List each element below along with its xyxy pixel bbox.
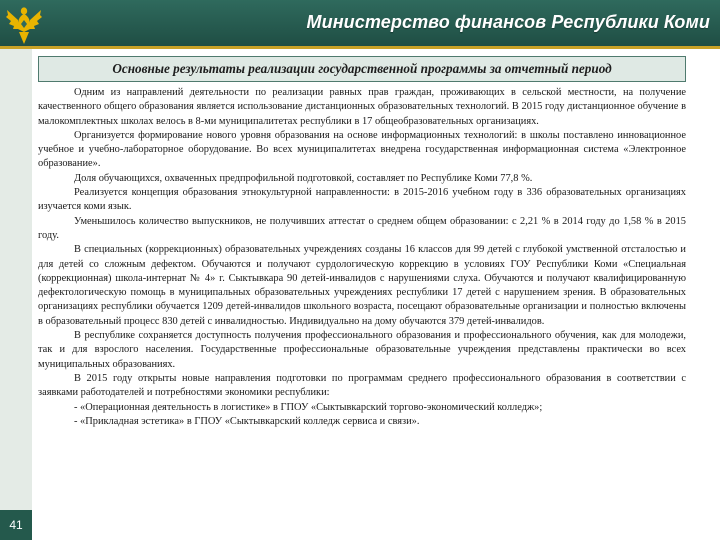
paragraph-vocational-education: В республике сохраняется доступность получения профессионального образования и профессионального обучения, как для молодежи, так и для взрослого населения. Государственные профессиональные образовательные учреждения представлены практически во всех муниципальных образованиях. bbox=[38, 330, 686, 370]
slide-subtitle: Основные результаты реализации государственной программы за отчетный период bbox=[38, 56, 686, 82]
paragraph-distance-learning: Одним из направлений деятельности по реализации равных прав граждан, проживающих в сельской местности, на получение качественного общего образования является использование дистанционных образовательных технологий. В 2015 году дистанционное обучение в малокомплектных школах велось в 8-ми муниципалитетах республики в 17 общеобразовательных организациях. bbox=[38, 87, 686, 127]
slide-body-text bbox=[38, 86, 686, 429]
paragraph-information-technologies: Организуется формирование нового уровня образования на основе информационных технологий: в школы поставлено инновационное учебное и учебно-лабораторное оборудование. Во всех муниципалитетах внедрена государственная информационная система «Электронное образование». bbox=[38, 129, 686, 170]
header-bar bbox=[0, 0, 720, 46]
paragraph-komi-language: Реализуется концепция образования этнокультурной направленности: в 2015-2016 учебном году в 336 образовательных организациях изучается коми язык. bbox=[38, 187, 686, 213]
ministry-title: Министерство финансов Республики Коми bbox=[306, 12, 710, 32]
paragraph-special-education: В специальных (коррекционных) образовательных учреждениях созданы 16 классов для 99 детей с глубокой умственной отсталостью и для детей со сложным дефектом. Обучаются и получают сурдологическую коррекцию в условиях ГОУ Республики Коми «Специальная (коррекционная) школа-интернат № 4» г. Сыктывкара 90 детей-инвалидов с нарушениями слуха. Обучаются и получают квалифицированную дефектологическую помощь в муниципальных образовательных учреждениях республики 17 детей с нарушением зрения. В образовательных организациях республики обучается 1209 детей-инвалидов школьного возраста, посещают образовательные организации и полностью включены в образовательный процесс 830 детей с инвалидностью. Индивидуально на дому обучаются 379 детей-инвалидов. bbox=[38, 244, 686, 327]
paragraph-new-directions: В 2015 году открыты новые направления подготовки по программам среднего профессионального образования в соответствии с заявками работодателей и потребностями экономики республики: bbox=[38, 372, 686, 399]
header-accent-line bbox=[0, 46, 720, 49]
paragraph-pre-profile-training: Доля обучающихся, охваченных предпрофильной подготовкой, составляет по Республике Коми 77,8 %. bbox=[74, 172, 533, 184]
list-item-logistics: - «Операционная деятельность в логистике» в ГПОУ «Сыктывкарский торгово-экономический колледж»; bbox=[74, 401, 543, 413]
paragraph-graduates: Уменьшилось количество выпускников, не получивших аттестат о среднем общем образовании: с 2,21 % в 2014 году до 1,58 % в 2015 году. bbox=[38, 215, 686, 241]
page-number: 41 bbox=[0, 510, 32, 540]
left-sidebar-strip bbox=[0, 49, 32, 540]
list-item-applied-aesthetics: - «Прикладная эстетика» в ГПОУ «Сыктывкарский колледж сервиса и связи». bbox=[74, 415, 420, 427]
komi-bird-emblem-icon bbox=[4, 2, 44, 46]
